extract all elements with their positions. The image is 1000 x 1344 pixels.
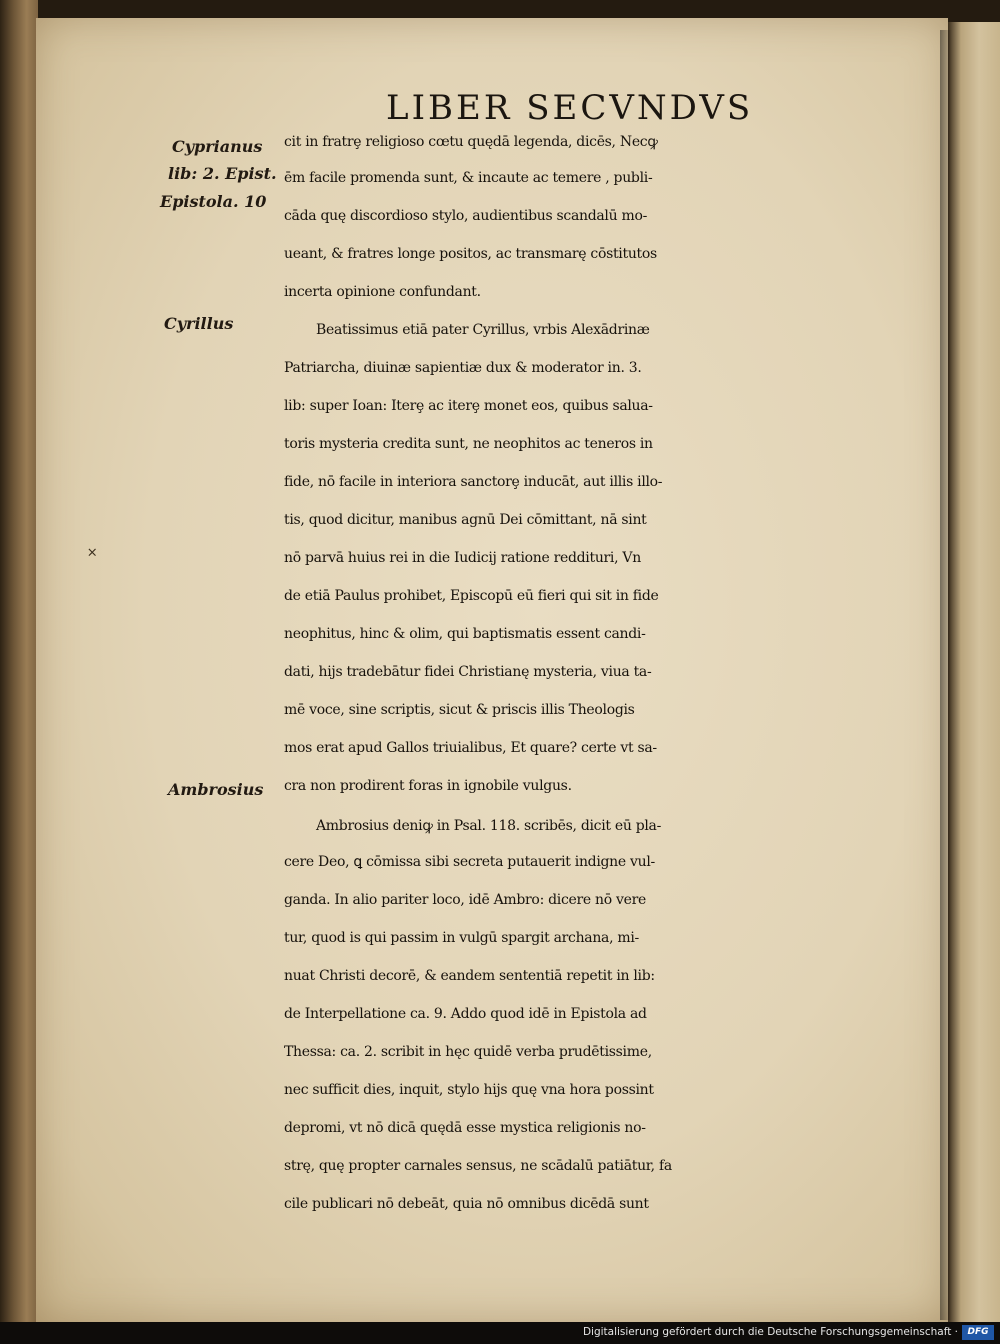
text-line: toris mysteria credita sunt, ne neophitos ac teneros in bbox=[284, 436, 653, 452]
text-line: Patriarcha, diuinæ sapientiæ dux & moderator in. 3. bbox=[284, 360, 642, 376]
funding-notice: Digitalisierung gefördert durch die Deutsche Forschungsgemeinschaft · bbox=[582, 1326, 958, 1338]
text-line: ganda. In alio pariter loco, idē Ambro: dicere nō vere bbox=[284, 892, 646, 908]
text-line: cra non prodirent foras in ignobile vulgus. bbox=[284, 778, 572, 794]
text-line: de etiā Paulus prohibet, Episcopū eū fieri qui sit in fide bbox=[284, 588, 659, 604]
text-line: cit in fratrȩ religioso cœtu quędā legenda, dicēs, Necꝙ bbox=[284, 134, 658, 150]
text-line: cere Deo, ꝗ cōmissa sibi secreta putauerit indigne vul- bbox=[284, 854, 655, 870]
dfg-logo[interactable]: DFG bbox=[962, 1325, 994, 1340]
attribution-footer bbox=[0, 1322, 1000, 1344]
text-line: dati, hijs tradebātur fidei Christianę mysteria, viua ta- bbox=[284, 664, 652, 680]
margin-note-ambrosius: Ambrosius bbox=[168, 780, 264, 799]
text-line: incerta opinione confundant. bbox=[284, 284, 481, 300]
text-line: mē voce, sine scriptis, sicut & priscis illis Theologis bbox=[284, 702, 635, 718]
text-line: ēm facile promenda sunt, & incaute ac temere , publi- bbox=[284, 170, 653, 186]
text-line: tis, quod dicitur, manibus agnū Dei cōmittant, nā sint bbox=[284, 512, 647, 528]
facing-page-edge bbox=[948, 22, 1000, 1322]
text-line: Thessa: ca. 2. scribit in hęc quidē verba prudētissime, bbox=[284, 1044, 652, 1060]
text-line: nō parvā huius rei in die Iudicij ratione reddituri, Vn bbox=[284, 550, 641, 566]
running-header: LIBER SECVNDVS bbox=[386, 88, 754, 128]
margin-note-epistola: Epistola. 10 bbox=[160, 192, 267, 211]
text-line: nec sufficit dies, inquit, stylo hijs quę vna hora possint bbox=[284, 1082, 654, 1098]
margin-note-cyprianus: Cyprianus bbox=[172, 137, 263, 156]
text-line: strę, quę propter carnales sensus, ne scādalū patiātur, fa bbox=[284, 1158, 672, 1174]
text-line: mos erat apud Gallos triuialibus, Et quare? certe vt sa- bbox=[284, 740, 657, 756]
text-line: fide, nō facile in interiora sanctorȩ inducāt, aut illis illo- bbox=[284, 474, 663, 490]
text-line: Ambrosius deniꝙ in Psal. 118. scribēs, dicit eū pla- bbox=[316, 818, 662, 834]
text-line: nuat Christi decorē, & eandem sententiā repetit in lib: bbox=[284, 968, 655, 984]
text-line: de Interpellatione ca. 9. Addo quod idē in Epistola ad bbox=[284, 1006, 647, 1022]
stray-ink-mark: ˟ bbox=[88, 545, 97, 570]
gutter-shadow bbox=[940, 30, 952, 1320]
text-line: ueant, & fratres longe positos, ac transmarę cōstitutos bbox=[284, 246, 657, 262]
text-line: lib: super Ioan: Iterȩ ac iterȩ monet eos, quibus salua- bbox=[284, 398, 653, 414]
text-line: cile publicari nō debeāt, quia nō omnibus dicēdā sunt bbox=[284, 1196, 649, 1212]
text-line: cāda quę discordioso stylo, audientibus scandalū mo- bbox=[284, 208, 648, 224]
text-line: tur, quod is qui passim in vulgū spargit archana, mi- bbox=[284, 930, 639, 946]
margin-note-cyrillus: Cyrillus bbox=[164, 314, 234, 333]
margin-note-epist-ref: lib: 2. Epist. bbox=[168, 164, 277, 183]
book-spine-edge bbox=[0, 0, 38, 1322]
text-line: neophitus, hinc & olim, qui baptismatis essent candi- bbox=[284, 626, 646, 642]
text-line: depromi, vt nō dicā quędā esse mystica religionis no- bbox=[284, 1120, 646, 1136]
text-line: Beatissimus etiā pater Cyrillus, vrbis Alexādrinæ bbox=[316, 322, 650, 338]
